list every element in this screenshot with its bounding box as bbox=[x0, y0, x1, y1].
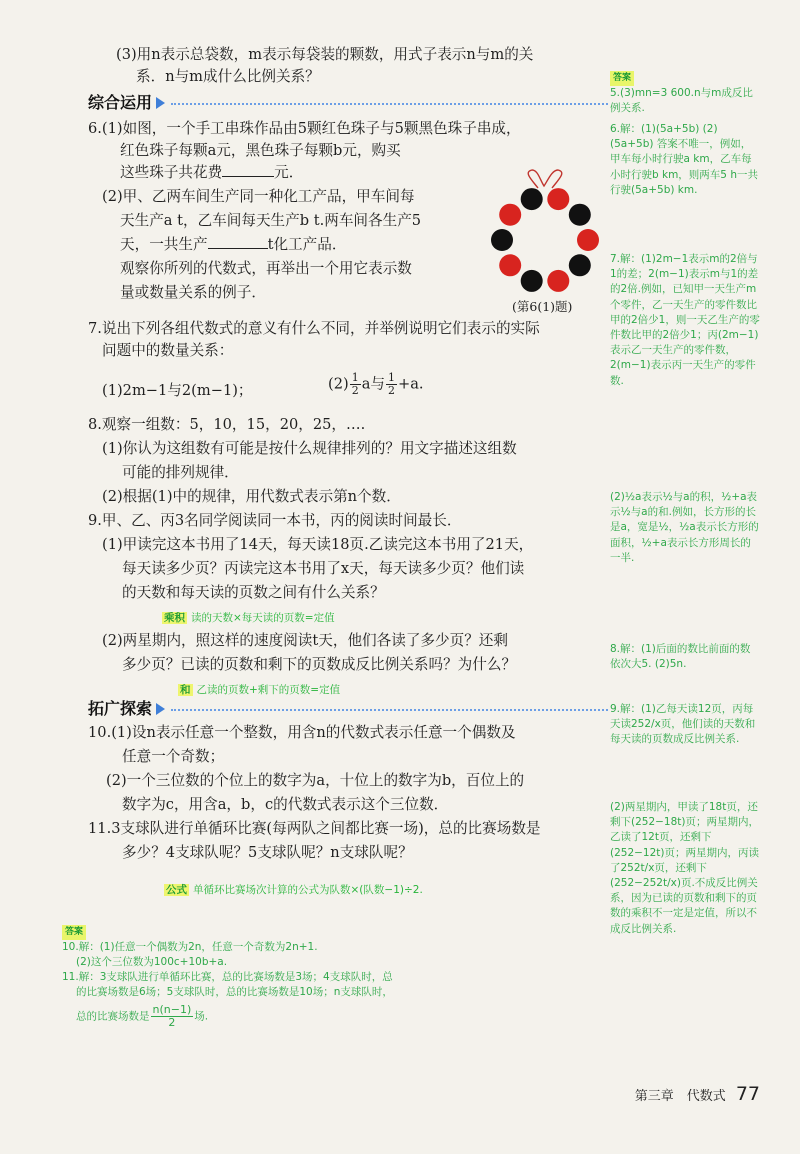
figure-caption: (第6(1)题) bbox=[512, 299, 573, 314]
page-number: 77 bbox=[735, 1083, 760, 1105]
black-bead bbox=[521, 270, 543, 292]
red-bead bbox=[547, 270, 569, 292]
q10-line2: 任意一个奇数； bbox=[122, 748, 225, 765]
q11-line2: 多少？4支球队呢？5支球队呢？n支球队呢？ bbox=[122, 844, 413, 861]
q10-line3: (2)一个三位数的个位上的数字为a，十位上的数字为b，百位上的 bbox=[106, 772, 525, 789]
black-bead bbox=[569, 254, 591, 276]
fraction: $\frac{1}{2}$ bbox=[387, 371, 395, 397]
q9-line6: 多少页？已读的页数和剩下的页数成反比例关系吗？为什么？ bbox=[122, 656, 517, 673]
red-bead bbox=[577, 229, 599, 251]
q9-line4: 的天数和每天读的页数之间有什么关系？ bbox=[122, 584, 385, 601]
red-bead bbox=[499, 204, 521, 226]
answer-10-1: 10.解：(1)任意一个偶数为2n，任意一个奇数为2n+1. bbox=[62, 941, 318, 953]
q5-3-line2: 系．n与m成什么比例关系？ bbox=[136, 68, 320, 85]
answer-11-1: 11.解：3支球队进行单循环比赛，总的比赛场数是3场；4支球队时，总 bbox=[62, 971, 393, 983]
q7-line2: 问题中的数量关系： bbox=[102, 342, 234, 359]
q6-2-line2: 天生产a t，乙车间每天生产b t.两车间各生产5 bbox=[120, 212, 422, 229]
side-answer-9: 9.解：(1)乙每天读12页，丙每天读252/x页，他们读的天数和每天读的页数成反比例关系. bbox=[610, 703, 756, 746]
chapter-label: 第三章 代数式 bbox=[634, 1089, 726, 1104]
q11-line1: 11.3支球队进行单循环比赛(每两队之间都比赛一场)，总的比赛场数是 bbox=[88, 820, 541, 837]
q10-line1: 10.(1)设n表示任意一个整数，用含n的代数式表示任意一个偶数及 bbox=[88, 724, 516, 741]
q6-2-line3: 天，一共生产 t化工产品． bbox=[120, 236, 347, 253]
black-bead bbox=[491, 229, 513, 251]
bead-bracelet-figure bbox=[486, 168, 604, 292]
q9-line3: 每天读多少页？丙读完这本书用了x天，每天读多少页？他们读 bbox=[122, 560, 525, 577]
fraction: $\frac{n(n-1)}{2}$ bbox=[152, 1003, 192, 1029]
answer-blank bbox=[208, 234, 268, 249]
answer-tag: 答案 bbox=[610, 71, 634, 86]
q9-line2: (1)甲读完这本书用了14天，每天读18页.乙读完这本书用了21天， bbox=[102, 536, 534, 553]
fraction: $\frac{1}{2}$ bbox=[351, 371, 359, 397]
q9-line1: 9.甲、乙、丙3名同学阅读同一本书，丙的阅读时间最长． bbox=[88, 512, 462, 529]
q6-2-line1: (2)甲、乙两车间生产同一种化工产品，甲车间每 bbox=[102, 188, 415, 205]
q8-line3: 可能的排列规律． bbox=[122, 464, 239, 481]
q7-item1: (1)2m−1与2(m−1)； bbox=[102, 382, 253, 399]
q5-3-line1: (3)用n表示总袋数，m表示每袋装的颗数，用式子表示n与m的关 bbox=[116, 46, 534, 63]
q8-line4: (2)根据(1)中的规律，用代数式表示第n个数． bbox=[102, 488, 401, 505]
section-comprehensive bbox=[88, 92, 608, 113]
black-bead bbox=[521, 188, 543, 210]
dotted-rule bbox=[171, 709, 608, 711]
triangle-icon bbox=[156, 97, 165, 109]
triangle-icon bbox=[156, 703, 165, 715]
red-bead bbox=[499, 254, 521, 276]
q6-1-line3: 这些珠子共花费 元． bbox=[120, 164, 304, 181]
section-title: 拓广探索 bbox=[88, 699, 153, 718]
handwritten-note-3: 公式 单循环比赛场次计算的公式为队数×(队数−1)÷2. bbox=[166, 884, 423, 896]
dotted-rule bbox=[171, 103, 608, 105]
side-answer-7b: (2)½a表示½与a的积，½+a表示½与a的和.例如，长方形的长是a，宽是½，½a表示长方形的面积，½+a表示长方形周长的一半. bbox=[610, 491, 759, 564]
q10-line4: 数字为c，用含a，b，c的代数式表示这个三位数． bbox=[122, 796, 449, 813]
red-bead bbox=[547, 188, 569, 210]
answer-blank bbox=[222, 162, 274, 177]
handwritten-note-2: 和 乙读的页数+剩下的页数=定值 bbox=[180, 684, 341, 696]
black-bead bbox=[569, 204, 591, 226]
q6-1-line1: 6.(1)如图，一个手工串珠作品由5颗红色珠子与5颗黑色珠子串成， bbox=[88, 120, 521, 137]
side-answer-9b: (2)两星期内，甲读了18t页，还剩下(252−18t)页；两星期内，乙读了12t页，还剩下(252−12t)页；两星期内，丙读了252t/x页，还剩下(252−252t/x)页.不成反比例关系，因为已读的页数和剩下的页数的乘积不一定是定值，所以不成反比例关系. bbox=[610, 801, 760, 935]
answer-11-3: 总的比赛场数是 $\frac{n(n-1)}{2}$ 场. bbox=[76, 1003, 209, 1029]
section-title: 综合运用 bbox=[88, 93, 153, 112]
q7-item2: (2) $\frac{1}{2}$ a与 $\frac{1}{2}$ +a. bbox=[328, 371, 424, 397]
q6-1-line2: 红色珠子每颗a元，黑色珠子每颗b元，购买 bbox=[120, 142, 401, 159]
q8-line2: (1)你认为这组数有可能是按什么规律排列的？用文字描述这组数 bbox=[102, 440, 517, 457]
side-answer-7: 7.解：(1)2m−1表示m的2倍与1的差；2(m−1)表示m与1的差的2倍.例如，已知甲一天生产m个零件，乙一天生产的零件数比甲的2倍少1，则一天乙生产的零件数比甲的2倍少1；丙(2m−1)表示乙一天生产的零件数，2(m−1)表示丙一天生产的零件数. bbox=[610, 253, 760, 387]
side-answer-5: 5.(3)mn=3 600.n与m成反比例关系. bbox=[610, 87, 753, 115]
answer-tag: 答案 bbox=[62, 925, 86, 940]
q6-2-line5: 量或数量关系的例子． bbox=[120, 284, 266, 301]
section-extension bbox=[88, 698, 608, 719]
beads-ring bbox=[491, 188, 599, 292]
side-answer-8: 8.解：(1)后面的数比前面的数依次大5. (2)5n. bbox=[610, 643, 751, 671]
page-footer bbox=[635, 1083, 760, 1105]
q8-line1: 8.观察一组数：5，10，15，20，25，…. bbox=[88, 416, 366, 433]
q7-line1: 7.说出下列各组代数式的意义有什么不同，并举例说明它们表示的实际 bbox=[88, 320, 540, 337]
answer-11-2: 的比赛场数是6场；5支球队时，总的比赛场数是10场；n支球队时， bbox=[76, 986, 393, 998]
answer-10-2: (2)这个三位数为100c+10b+a. bbox=[76, 956, 228, 968]
q6-2-line4: 观察你所列的代数式，再举出一个用它表示数 bbox=[120, 260, 412, 277]
ribbon-bow bbox=[528, 170, 562, 188]
q9-line5: (2)两星期内，照这样的速度阅读t天，他们各读了多少页？还剩 bbox=[102, 632, 508, 649]
bottom-answers bbox=[62, 924, 602, 1029]
handwritten-note-1: 乘积 读的天数×每天读的页数=定值 bbox=[164, 612, 335, 624]
side-answer-6: 6.解：(1)(5a+5b) (2)(5a+5b) 答案不唯一，例如，甲车每小时行驶a km，乙车每小时行驶b km，则两车5 h一共行驶(5a+5b) km. bbox=[610, 123, 758, 196]
